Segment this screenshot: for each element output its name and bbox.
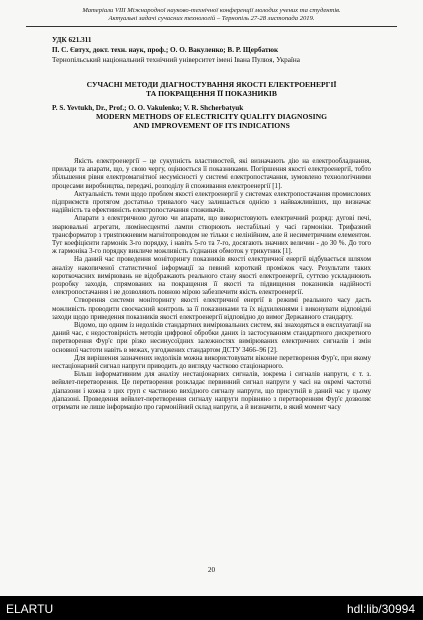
header-line-2: Актуальні задачі сучасних технологій – Тернопіль 27-28 листопада 2019. [108,15,315,22]
repository-name: ELARTU [6,602,54,616]
header-line-1: Матеріали VIII Міжнародної науково-технічної конференції молодих учених та студентів. [82,7,341,14]
title-en-line-1: MODERN METHODS OF ELECTRICITY QUALITY DIAGNOSING [95,112,327,121]
paragraph: Створення системи моніторингу якості електричної енергії в режимі реального часу дасть можливість проводити своєчасний контроль за її показниками та їх відхиленнями і виконувати відповідні заходи щодо приведення показників якості електроенергії відповідно до вимог Державного стандарту. [52,297,371,321]
title-ua [52,80,371,98]
title-en [52,112,371,130]
conference-header [26,7,397,23]
paragraph: Актуальність теми щодо проблем якості електроенергії у системах електропостачання промислових підприємств протягом достатньо тривалого часу залишається однією з найважливіших, що визначає надійність та ефективність електропостачання споживачів. [52,190,371,215]
authors-ua: П. С. Євтух, докт. техн. наук, проф.; О. О. Вакуленко; В. Р. Щербатюк [52,46,279,54]
paragraph: Апарати з електричною дугою чи апарати, що використовують електричний розряд: дугові печі, зварювальні агрегати, люмінесцентні лампи створюють нестабільні у часі гармоніки. Трифазний трансформатор з триstrижневим магнітопроводом не тільки є нелінійним, але й несиметричним елементом. Тут коефіцієнти гармонік 3-го порядку, і навіть 5-го та 7-го, досягають значних величин - до 30 %. До того ж гармоніка 3-го порядку викличе можливість з'єднання обмоток у трикутник [1]. [52,215,371,256]
udk-code: УДК 621.311 [52,36,92,44]
title-ua-line-1: СУЧАСНІ МЕТОДИ ДІАГНОСТУВАННЯ ЯКОСТІ ЕЛЕКТРОЕНЕРГІЇ [86,80,337,89]
authors-en: P. S. Yevtukh, Dr., Prof.; O. O. Vakulenko; V. R. Shcherbatyuk [52,104,244,112]
paragraph: Якість електроенергії – це сукупність властивостей, які визначають дію на електрообладнання, прилади та апарати, що, у свою чергу, оцінюється її показниками. Погіршення якості електроенергії, тобто збільшення рівня електромагнітної несумісності у системі електропостачання, зумовлено технологічними процесами виробництва, передачі, розподілу й споживання електроенергії [1]. [52,158,371,190]
paragraph: Для вирішення зазначених недоліків можна використовувати віконне перетворення Фур'є, при якому нестаціонарний сигнал напруги приводить до вигляду частково стаціонарного. [52,354,371,371]
paragraph: Відомо, що одним із недоліків стандартних вимірювальних систем, які знаходяться в експлуатації на даний час, є недостовірність методів цифрової обробки даних із застосуванням стандартного дискретного перетворення Фур'є при різко несинусоїдних залежностях вимірюваних електричних сигналів і змін основної частоти навіть в межах, узгоджених стандартом ДСТУ 3466–96 [2]. [52,322,371,354]
article-body [52,158,371,412]
paragraph: Більш інформативним для аналізу нестаціонарних сигналів, зокрема і сигналів напруги, є т. з. вейвлет-перетворення. Це перетворення розкладає первинний сигнал напруги у часі на окремі частотні діапазони і кожна з цих груп є частиною вихідного сигналу напруги, що присутній в даний час у цьому діапазоні. Проведення вейвлет-перетворення сигналу напруги порівняно з перетворенням Фур'є дозволяє отримати не лише інформацію про гармонійний склад напруги, а й визначити, в який момент часу [52,371,371,412]
title-en-line-2: AND IMPROVEMENT OF ITS INDICATIONS [133,121,290,130]
university: Тернопільський національний технічний університет імені Івана Пулюя, Україна [52,56,300,64]
title-ua-line-2: ТА ПОКРАЩЕННЯ ЇЇ ПОКАЗНИКІВ [146,89,277,98]
repository-footer [0,596,423,620]
header-divider [26,26,397,27]
paragraph: На даний час проведення моніторингу показників якості електричної енергії відбувається шляхом аналізу накопиченої статистичної інформації за певний короткий проміжок часу. Результати таких короткочасних вимірювань не відображають реального стану якості електроенергії, суттєво ускладнюють розробку заходів, спрямованих на покращення її якості та підвищення показників надійності електропостачання і не дозволяють повною мірою забезпечити якість електроенергії. [52,256,371,297]
page-number: 20 [207,566,216,574]
handle-id[interactable]: hdl:lib/30994 [346,602,415,616]
